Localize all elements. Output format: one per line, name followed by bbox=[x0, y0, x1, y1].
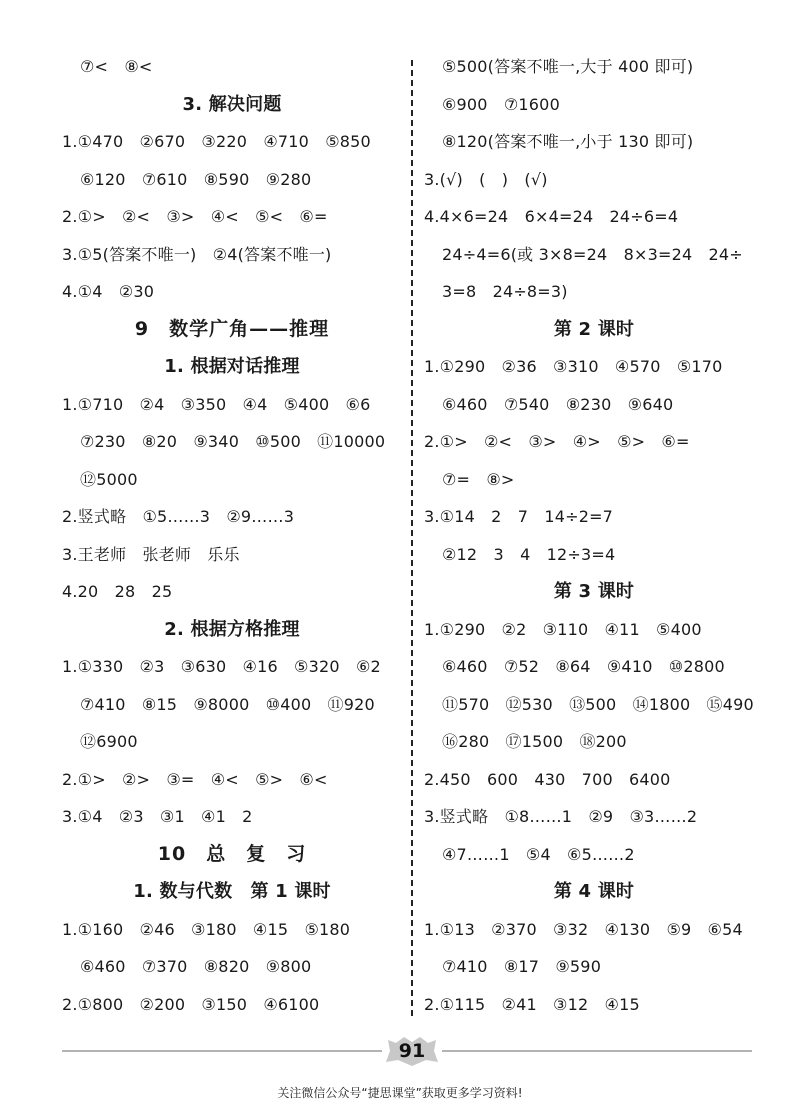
section-heading: 1. 数与代数 第 1 课时 bbox=[133, 881, 331, 902]
answer-line: ⑥460 ⑦540 ⑧230 ⑨640 bbox=[442, 394, 674, 414]
answer-line: 1.①160 ②46 ③180 ④15 ⑤180 bbox=[62, 919, 351, 939]
answer-line: 1.①710 ②4 ③350 ④4 ⑤400 ⑥6 bbox=[62, 394, 371, 414]
right-answer-column bbox=[424, 48, 764, 1023]
answer-line: ⑪570 ⑫530 ⑬500 ⑭1800 ⑮490 bbox=[442, 694, 754, 714]
answer-line: 3.①4 ②3 ③1 ④1 2 bbox=[62, 807, 253, 826]
answer-line: ⑥460 ⑦370 ⑧820 ⑨800 bbox=[80, 957, 312, 976]
answer-line: 2.450 600 430 700 6400 bbox=[424, 769, 671, 789]
section-heading: 第 4 课时 bbox=[553, 881, 635, 902]
answer-line: 4.①4 ②30 bbox=[62, 282, 155, 301]
answer-line: ⑦230 ⑧20 ⑨340 ⑩500 ⑪10000 bbox=[80, 432, 386, 451]
section-heading: 10 总 复 习 bbox=[157, 842, 307, 865]
answer-line: 2.①115 ②41 ③12 ④15 bbox=[424, 994, 640, 1014]
answer-line: 1.①290 ②36 ③310 ④570 ⑤170 bbox=[424, 357, 723, 376]
answer-line: 3.①5(答案不唯一) ②4(答案不唯一) bbox=[62, 244, 332, 264]
answer-line: ⑥460 ⑦52 ⑧64 ⑨410 ⑩2800 bbox=[442, 657, 725, 676]
answer-line: ⑥120 ⑦610 ⑧590 ⑨280 bbox=[80, 169, 312, 189]
footer-rule-left bbox=[62, 1050, 382, 1052]
answer-line: ⑦< ⑧< bbox=[80, 57, 153, 76]
section-heading: 3. 解决问题 bbox=[182, 93, 282, 115]
footer-note: 关注微信公众号“捷思课堂”获取更多学习资料! bbox=[277, 1086, 523, 1100]
answer-line: ⑫5000 bbox=[80, 469, 138, 489]
answer-line: ⑥900 ⑦1600 bbox=[442, 94, 560, 114]
left-answer-column bbox=[62, 48, 402, 1023]
answer-line: 2.①> ②> ③= ④< ⑤> ⑥< bbox=[62, 769, 328, 789]
answer-line: ②12 3 4 12÷3=4 bbox=[442, 544, 616, 564]
page-number-badge bbox=[382, 1034, 442, 1068]
answer-line: ⑦410 ⑧15 ⑨8000 ⑩400 ⑪920 bbox=[80, 694, 375, 714]
answer-line: 4.4×6=24 6×4=24 24÷6=4 bbox=[424, 207, 679, 226]
section-heading: 第 3 课时 bbox=[553, 581, 635, 602]
answer-line: 3=8 24÷8=3) bbox=[442, 282, 568, 301]
answer-line: 4.20 28 25 bbox=[62, 582, 173, 601]
answer-line: ⑧120(答案不唯一,小于 130 即可) bbox=[442, 132, 694, 151]
answer-line: 24÷4=6(或 3×8=24 8×3=24 24÷ bbox=[442, 244, 743, 264]
answer-line: 3.王老师 张老师 乐乐 bbox=[62, 544, 240, 564]
answer-line: 1.①470 ②670 ③220 ④710 ⑤850 bbox=[62, 132, 371, 151]
page-number: 91 bbox=[398, 1040, 426, 1062]
answer-line: 2.①> ②< ③> ④> ⑤> ⑥= bbox=[424, 432, 690, 451]
answer-line: 1.①330 ②3 ③630 ④16 ⑤320 ⑥2 bbox=[62, 657, 381, 676]
answer-line: 2.①> ②< ③> ④< ⑤< ⑥= bbox=[62, 207, 328, 226]
answer-line: 2.①800 ②200 ③150 ④6100 bbox=[62, 994, 320, 1014]
answer-line: ⑦410 ⑧17 ⑨590 bbox=[442, 957, 602, 976]
answer-line: 3.(√) ( ) (√) bbox=[424, 169, 548, 189]
footer-rule-right bbox=[442, 1050, 752, 1052]
answer-line: 1.①13 ②370 ③32 ④130 ⑤9 ⑥54 bbox=[424, 919, 743, 939]
answer-line: 1.①290 ②2 ③110 ④11 ⑤400 bbox=[424, 619, 702, 639]
section-heading: 2. 根据方格推理 bbox=[164, 618, 300, 640]
section-heading: 9 数学广角——推理 bbox=[134, 317, 330, 340]
answer-line: 2.竖式略 ①5……3 ②9……3 bbox=[62, 507, 295, 526]
section-heading: 1. 根据对话推理 bbox=[164, 356, 300, 377]
answer-line: ⑦= ⑧> bbox=[442, 469, 515, 489]
answer-line: ⑯280 ⑰1500 ⑱200 bbox=[442, 732, 627, 751]
answer-line: 3.①14 2 7 14÷2=7 bbox=[424, 507, 614, 526]
answer-line: ④7……1 ⑤4 ⑥5……2 bbox=[442, 844, 635, 864]
answer-line: ⑤500(答案不唯一,大于 400 即可) bbox=[442, 57, 694, 76]
section-heading: 第 2 课时 bbox=[553, 318, 635, 340]
column-divider bbox=[411, 60, 413, 1016]
answer-line: ⑫6900 bbox=[80, 732, 138, 751]
answer-line: 3.竖式略 ①8……1 ②9 ③3……2 bbox=[424, 807, 698, 826]
